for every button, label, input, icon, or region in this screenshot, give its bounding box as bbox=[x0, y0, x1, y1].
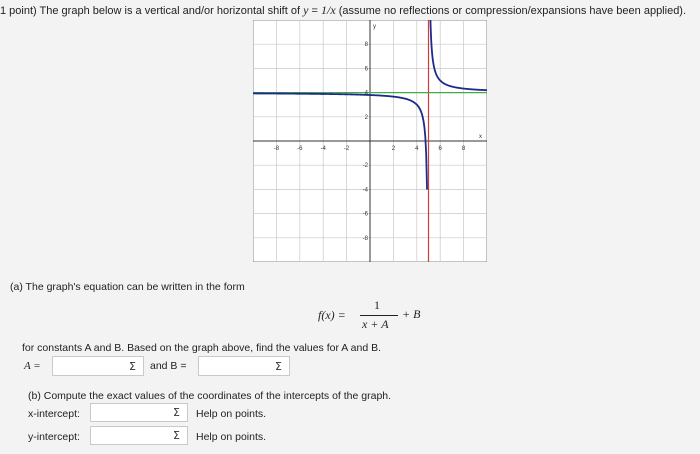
x-intercept-equation-editor-icon[interactable]: Σ bbox=[173, 406, 180, 419]
header-eq-rhs: 1/x bbox=[320, 3, 336, 17]
y-axis-label: y bbox=[373, 24, 376, 30]
a-equation-editor-icon[interactable]: Σ bbox=[129, 360, 136, 373]
y-tick-label: 4 bbox=[364, 90, 368, 97]
formula-denominator: x + A bbox=[362, 317, 389, 331]
x-tick-label: 6 bbox=[438, 146, 442, 152]
constants-instructions: for constants A and B. Based on the graph above, find the values for A and B. bbox=[22, 342, 381, 354]
y-intercept-equation-editor-icon[interactable]: Σ bbox=[173, 429, 180, 442]
formula-tail: + B bbox=[402, 307, 421, 321]
x-intercept-input[interactable] bbox=[90, 403, 188, 422]
part-b-label: (b) Compute the exact values of the coordinates of the intercepts of the graph. bbox=[28, 390, 392, 402]
y-tick-label: 2 bbox=[364, 114, 368, 121]
y-tick-label: -8 bbox=[362, 235, 368, 242]
header-eq-y: y bbox=[303, 3, 309, 17]
formula-numerator: 1 bbox=[374, 298, 380, 312]
header-prefix: 1 point) The graph below is a vertical and/or horizontal shift of bbox=[0, 5, 301, 17]
part-a-label: (a) The graph's equation can be written in the form bbox=[10, 281, 245, 293]
y-intercept-input[interactable] bbox=[90, 426, 188, 445]
b-answer-input[interactable] bbox=[198, 356, 290, 376]
x-axis-label: x bbox=[479, 134, 482, 140]
and-b-text: and B = bbox=[150, 360, 187, 372]
header-eq-equals: = bbox=[311, 5, 318, 17]
x-tick-label: -8 bbox=[273, 146, 280, 152]
function-graph bbox=[253, 20, 487, 262]
and-b-label bbox=[150, 360, 187, 372]
problem-header bbox=[0, 3, 686, 18]
y-intercept-label: y-intercept: bbox=[28, 431, 80, 443]
y-tick-label: 8 bbox=[364, 42, 368, 49]
formula-lhs: f(x) = bbox=[318, 308, 346, 322]
y-tick-label: -4 bbox=[362, 187, 368, 194]
a-label: A = bbox=[24, 360, 41, 372]
y-tick-label: -2 bbox=[362, 163, 368, 170]
x-tick-label: 4 bbox=[415, 146, 419, 152]
x-tick-label: -4 bbox=[320, 146, 326, 152]
y-tick-label: -6 bbox=[362, 211, 368, 218]
formula-fraction-bar bbox=[360, 315, 398, 316]
a-answer-input[interactable] bbox=[52, 356, 144, 376]
b-equation-editor-icon[interactable]: Σ bbox=[275, 360, 282, 373]
formula bbox=[318, 296, 428, 336]
x-tick-label: 8 bbox=[461, 146, 466, 152]
x-tick-label: -2 bbox=[343, 146, 350, 152]
x-intercept-label: x-intercept: bbox=[28, 408, 80, 420]
x-intercept-help-link[interactable]: Help on points. bbox=[196, 408, 267, 420]
x-tick-label: -6 bbox=[297, 146, 303, 152]
header-suffix: (assume no reflections or compression/expansions have been applied). bbox=[338, 5, 687, 17]
y-tick-label: 6 bbox=[364, 66, 368, 73]
y-intercept-help-link[interactable]: Help on points. bbox=[196, 431, 267, 443]
x-tick-label: 2 bbox=[391, 146, 396, 152]
